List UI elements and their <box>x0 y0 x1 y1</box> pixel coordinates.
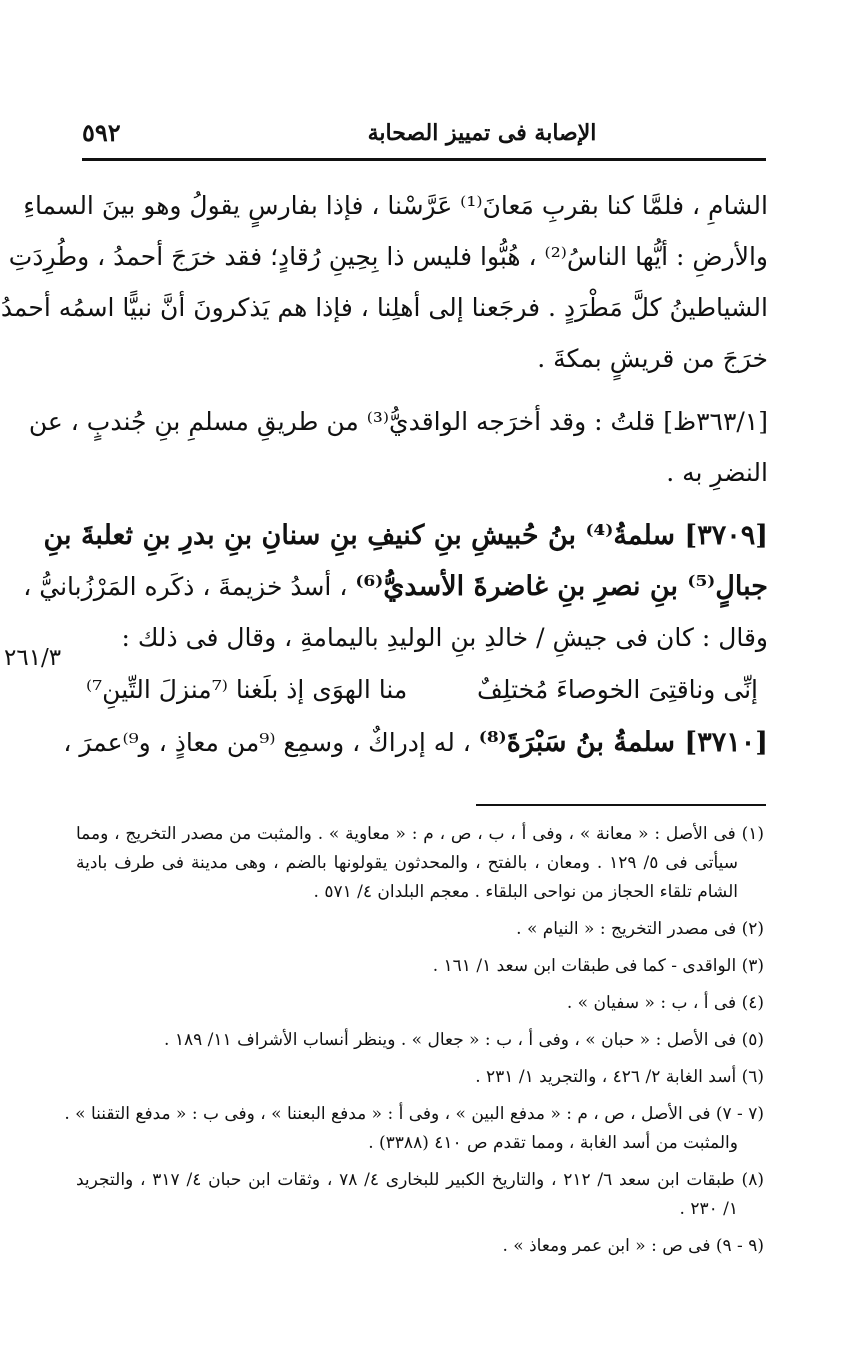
footnote-line: (١) فى الأصل : « معانة » ، وفى أ ، ب ، ص ، م : « معاوية » . والمثبت من مصدر التخريج ، ومما <box>76 824 764 844</box>
footnote-line: (٥) فى الأصل : « حبان » ، وفى أ ، ب : « جعال » . وينظر أنساب الأشراف ١١/ ١٨٩ . <box>164 1030 764 1050</box>
footnote-line: (٨) طبقات ابن سعد ٦/ ٢١٢ ، والتاريخ الكبير للبخارى ٤/ ٧٨ ، وثقات ابن حبان ٤/ ٣١٧ ، والتجريد <box>76 1170 764 1190</box>
entry-3709-line2 <box>23 561 768 612</box>
text-line: الشياطينُ كلَّ مَطْرَدٍ . فرجَعنا إلى أهلِنا ، فإذا هم يَذكرونَ أنَّ نبيًّا اسمُه أحمدُ <box>0 293 768 322</box>
poem-hemistich-left: منا الهوَى إذ بلَغنا ⁽⁷منزلَ التِّينِ⁷⁾ <box>86 675 408 704</box>
page-number: ٥٩٢ <box>82 118 121 147</box>
poem-hemistich-right: إنِّى وناقتِىَ الخوصاءَ مُختلِفٌ <box>476 675 758 704</box>
footnote-rule <box>476 804 766 806</box>
footnote-line: (٤) فى أ ، ب : « سفيان » . <box>566 993 764 1013</box>
entry-3709-heading: [٣٧٠٩] سلمةُ⁽⁴⁾ بنُ حُبيشِ بنِ كنيفِ بنِ سنانِ بنِ بدرِ بنِ ثعلبةَ بنِ <box>43 520 768 551</box>
book-title: الإصابة فى تمييز الصحابة <box>367 120 597 146</box>
footnote-line: (٩ - ٩) فى ص : « ابن عمر ومعاذ » . <box>502 1236 764 1256</box>
entry-3709-line2-rest: ، أسدُ خزيمةَ ، ذكَره المَرْزُبانيُّ ، <box>23 572 348 601</box>
footnote-line: (٦) أسد الغابة ٢/ ٤٢٦ ، والتجريد ١/ ٢٣١ . <box>475 1067 764 1087</box>
footnote-line: (٧ - ٧) فى الأصل ، ص ، م : « مدفع البين » ، وفى أ : « مدفع البعننا » ، وفى ب : « مدفع التقننا » . <box>64 1104 764 1124</box>
running-header <box>82 118 772 152</box>
text-line: النضرِ به . <box>666 458 768 487</box>
entry-3710 <box>63 717 768 768</box>
text-line: الشامِ ، فلمَّا كنا بقربِ مَعانَ⁽¹⁾ عَرَّسْنا ، فإذا بفارسٍ يقولُ وهو بينَ السماءِ <box>23 191 768 220</box>
footnotes <box>64 820 764 1261</box>
footnote-line: (٣) الواقدى - كما فى طبقات ابن سعد ١/ ١٦١ . <box>432 956 764 976</box>
entry-3709-name-cont: جبالٍ⁽⁵⁾ بنِ نصرِ بنِ غاضرةَ الأسديُّ⁽⁶⁾ <box>355 571 768 602</box>
poem-verse <box>76 663 768 717</box>
header-rule <box>82 158 766 161</box>
footnote-line: سيأتى فى ٥/ ١٢٩ . ومعان ، بالفتح ، والمحدثون يقولونها بالضم ، وهى مدينة فى طرف بادية <box>76 853 739 873</box>
footnote-line: والمثبت من أسد الغابة ، ومما تقدم ص ٤١٠ (٣٣٨٨) . <box>368 1133 738 1153</box>
footnote-line: ١/ ٢٣٠ . <box>679 1199 738 1219</box>
entry-3710-heading: [٣٧١٠] سلمةُ بنُ سَبْرَةَ⁽⁸⁾ <box>478 727 768 758</box>
text-line: والأرضِ : أيُّها الناسُ⁽²⁾ ، هُبُّوا فليس ذا بِحِينِ رُقادٍ؛ فقد خرَجَ أحمدُ ، وطُرِدَتِ <box>8 242 768 271</box>
entry-3709-line3: وقال : كان فى جيشِ / خالدِ بنِ الوليدِ باليمامةِ ، وقال فى ذلك : <box>121 623 768 652</box>
footnote-line: (٢) فى مصدر التخريج : « النيام » . <box>516 919 764 939</box>
text-line: [٣٦٣/١ظ] قلتُ : وقد أخرَجه الواقديُّ⁽³⁾ من طريقِ مسلمِ بنِ جُندبٍ ، عن <box>28 407 768 436</box>
footnote-line: الشام تلقاء الحجاز من نواحى البلقاء . معجم البلدان ٤/ ٥٧١ . <box>313 882 738 902</box>
margin-reference: ٢٦١/٣ <box>4 645 62 671</box>
entry-3710-rest: ، له إدراكٌ ، وسمِع ⁽⁹من معاذٍ ، و⁹⁾عمرَ ، <box>63 728 471 757</box>
text-line: خرَجَ من قريشٍ بمكةَ . <box>537 344 768 373</box>
